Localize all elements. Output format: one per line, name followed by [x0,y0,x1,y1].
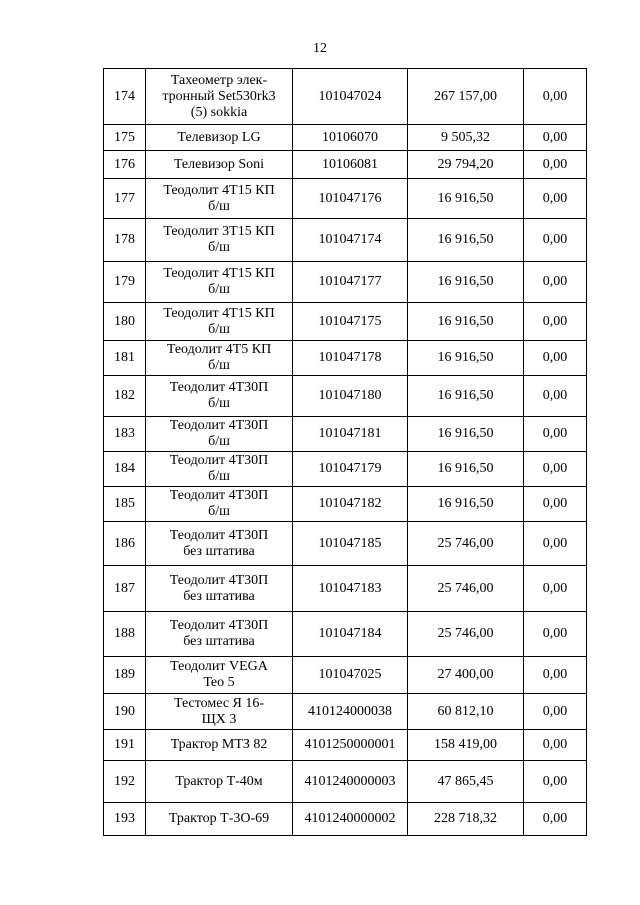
table-row [104,657,587,694]
cost-cell: 16 916,50 [408,452,524,487]
row-number-cell: 185 [104,487,146,522]
inventory-code-cell: 4101240000003 [293,761,408,803]
item-name-cell: Теодолит 4Т30П без штатива [146,566,293,612]
table-row [104,730,587,761]
inventory-table-body [104,69,587,836]
item-name-cell: Теодолит 4Т30П б/ш [146,417,293,452]
residual-value-cell: 0,00 [524,694,587,730]
inventory-code-cell: 101047176 [293,179,408,219]
residual-value-cell: 0,00 [524,69,587,125]
item-name-cell: Теодолит 4Т30П б/ш [146,487,293,522]
page-number: 12 [313,41,327,56]
inventory-code-cell: 101047024 [293,69,408,125]
residual-value-cell: 0,00 [524,566,587,612]
inventory-code-cell: 10106070 [293,125,408,151]
row-number-cell: 175 [104,125,146,151]
inventory-code-cell: 101047182 [293,487,408,522]
cost-cell: 29 794,20 [408,151,524,179]
row-number-cell: 193 [104,803,146,836]
item-name-cell: Теодолит 4Т15 КП б/ш [146,303,293,341]
item-name-cell: Теодолит 4Т15 КП б/ш [146,262,293,303]
row-number-cell: 186 [104,522,146,566]
inventory-code-cell: 101047175 [293,303,408,341]
row-number-cell: 177 [104,179,146,219]
cost-cell: 27 400,00 [408,657,524,694]
residual-value-cell: 0,00 [524,761,587,803]
residual-value-cell: 0,00 [524,657,587,694]
table-row [104,303,587,341]
cost-cell: 16 916,50 [408,417,524,452]
table-row [104,262,587,303]
row-number-cell: 180 [104,303,146,341]
table-row [104,566,587,612]
row-number-cell: 189 [104,657,146,694]
table-row [104,341,587,376]
residual-value-cell: 0,00 [524,179,587,219]
cost-cell: 9 505,32 [408,125,524,151]
cost-cell: 16 916,50 [408,376,524,417]
item-name-cell: Телевизор Soni [146,151,293,179]
cost-cell: 25 746,00 [408,566,524,612]
inventory-code-cell: 410124000038 [293,694,408,730]
row-number-cell: 184 [104,452,146,487]
residual-value-cell: 0,00 [524,417,587,452]
table-row [104,694,587,730]
table-row [104,417,587,452]
inventory-code-cell: 10106081 [293,151,408,179]
residual-value-cell: 0,00 [524,262,587,303]
item-name-cell: Трактор Т-3О-69 [146,803,293,836]
cost-cell: 267 157,00 [408,69,524,125]
cost-cell: 228 718,32 [408,803,524,836]
inventory-code-cell: 101047185 [293,522,408,566]
inventory-code-cell: 101047025 [293,657,408,694]
row-number-cell: 181 [104,341,146,376]
residual-value-cell: 0,00 [524,376,587,417]
row-number-cell: 188 [104,612,146,657]
residual-value-cell: 0,00 [524,730,587,761]
inventory-code-cell: 101047178 [293,341,408,376]
inventory-code-cell: 4101240000002 [293,803,408,836]
row-number-cell: 191 [104,730,146,761]
item-name-cell: Теодолит 4Т30П без штатива [146,612,293,657]
row-number-cell: 176 [104,151,146,179]
inventory-code-cell: 101047177 [293,262,408,303]
residual-value-cell: 0,00 [524,341,587,376]
inventory-code-cell: 101047180 [293,376,408,417]
table-row [104,376,587,417]
residual-value-cell: 0,00 [524,487,587,522]
cost-cell: 16 916,50 [408,262,524,303]
cost-cell: 16 916,50 [408,303,524,341]
inventory-code-cell: 101047174 [293,219,408,262]
item-name-cell: Теодолит 3Т15 КП б/ш [146,219,293,262]
table-row [104,69,587,125]
residual-value-cell: 0,00 [524,303,587,341]
inventory-table [103,68,587,836]
item-name-cell: Теодолит 4Т15 КП б/ш [146,179,293,219]
row-number-cell: 190 [104,694,146,730]
item-name-cell: Теодолит 4Т30П без штатива [146,522,293,566]
cost-cell: 25 746,00 [408,612,524,657]
item-name-cell: Теодолит 4Т30П б/ш [146,452,293,487]
residual-value-cell: 0,00 [524,219,587,262]
cost-cell: 16 916,50 [408,179,524,219]
table-row [104,761,587,803]
item-name-cell: Трактор МТЗ 82 [146,730,293,761]
table-row [104,125,587,151]
table-row [104,452,587,487]
inventory-code-cell: 101047179 [293,452,408,487]
table-row [104,522,587,566]
residual-value-cell: 0,00 [524,612,587,657]
inventory-code-cell: 101047181 [293,417,408,452]
item-name-cell: Теодолит 4Т30П б/ш [146,376,293,417]
inventory-code-cell: 101047184 [293,612,408,657]
table-row [104,487,587,522]
item-name-cell: Телевизор LG [146,125,293,151]
table-row [104,219,587,262]
cost-cell: 16 916,50 [408,341,524,376]
table-row [104,151,587,179]
row-number-cell: 178 [104,219,146,262]
row-number-cell: 182 [104,376,146,417]
cost-cell: 16 916,50 [408,219,524,262]
residual-value-cell: 0,00 [524,803,587,836]
cost-cell: 16 916,50 [408,487,524,522]
cost-cell: 158 419,00 [408,730,524,761]
row-number-cell: 187 [104,566,146,612]
item-name-cell: Теодолит 4Т5 КП б/ш [146,341,293,376]
inventory-code-cell: 101047183 [293,566,408,612]
item-name-cell: Теодолит VEGA Teo 5 [146,657,293,694]
item-name-cell: Тестомес Я 16- ЩХ 3 [146,694,293,730]
table-row [104,612,587,657]
residual-value-cell: 0,00 [524,522,587,566]
cost-cell: 47 865,45 [408,761,524,803]
row-number-cell: 174 [104,69,146,125]
row-number-cell: 179 [104,262,146,303]
inventory-code-cell: 4101250000001 [293,730,408,761]
item-name-cell: Трактор Т-40м [146,761,293,803]
item-name-cell: Тахеометр элек- тронный Set530rk3 (5) sokkia [146,69,293,125]
residual-value-cell: 0,00 [524,125,587,151]
residual-value-cell: 0,00 [524,151,587,179]
cost-cell: 25 746,00 [408,522,524,566]
row-number-cell: 183 [104,417,146,452]
row-number-cell: 192 [104,761,146,803]
residual-value-cell: 0,00 [524,452,587,487]
cost-cell: 60 812,10 [408,694,524,730]
table-row [104,803,587,836]
table-row [104,179,587,219]
